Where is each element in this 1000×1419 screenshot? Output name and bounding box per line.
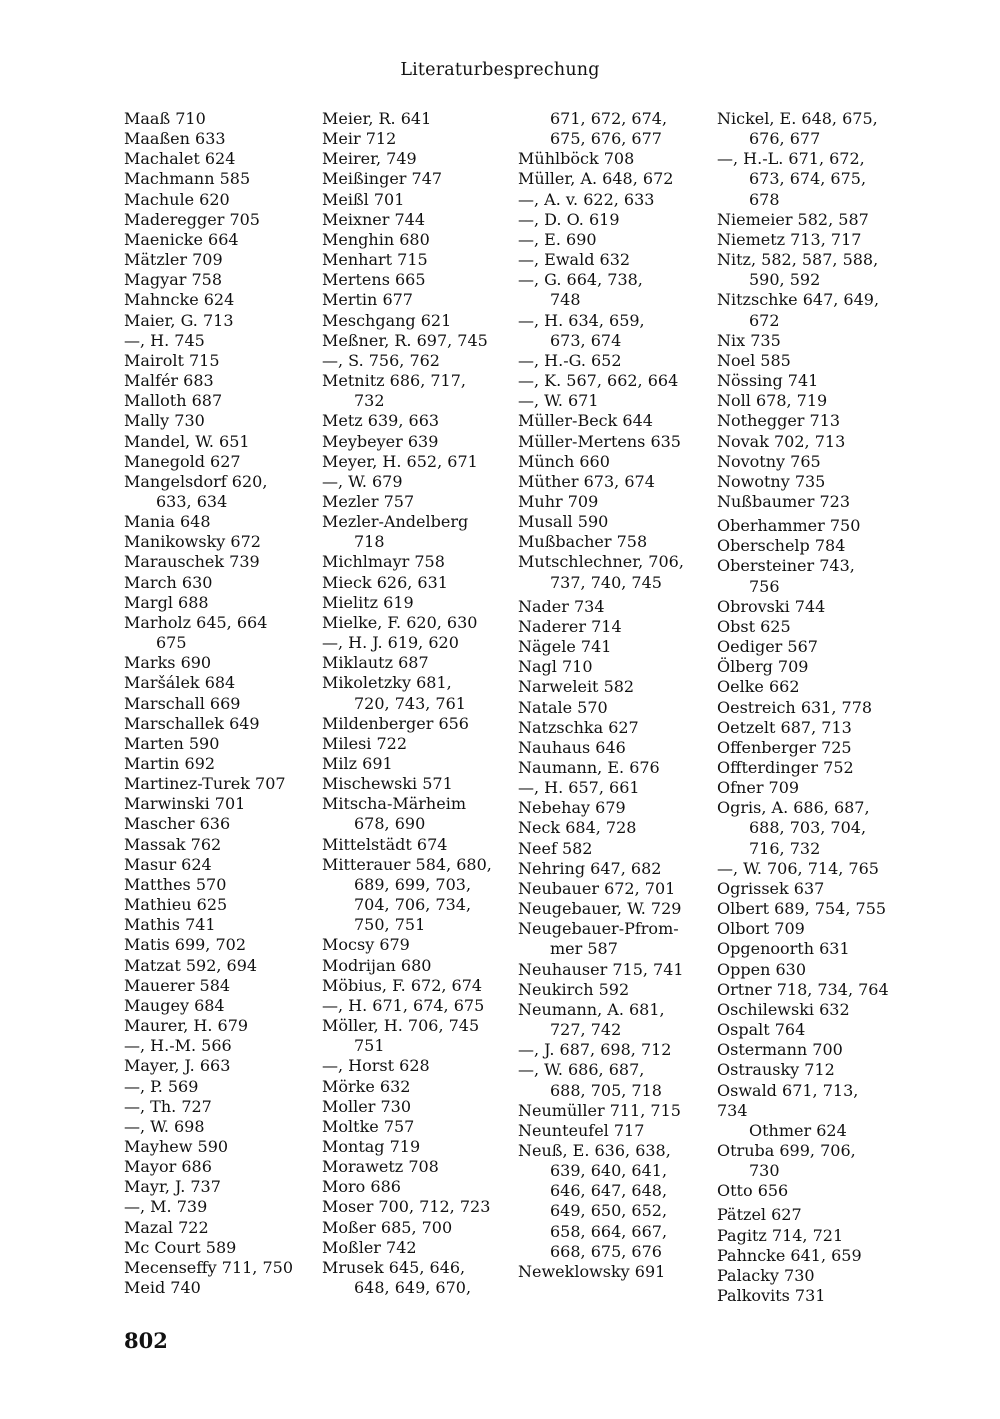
index-entry: 678, 690 [354,814,426,834]
index-entry: Meybeyer 639 [322,431,439,451]
index-entry: —, D. O. 619 [518,209,620,229]
index-entry: 718 [354,532,385,552]
index-entry: Neuhauser 715, 741 [518,959,684,979]
index-entry: Neunteufel 717 [518,1120,645,1140]
index-entry: Offterdinger 752 [717,758,854,777]
index-entry: Palacky 730 [717,1265,815,1285]
index-entry: —, S. 756, 762 [322,350,440,370]
index-entry: 633, 634 [156,491,228,511]
index-entry: Mezler 757 [322,491,415,511]
index-entry: Mätzler 709 [124,250,223,270]
index-entry: Mahncke 624 [124,290,235,310]
index-entry: Metnitz 686, 717, [322,371,466,391]
index-entry: 676, 677 [749,129,821,149]
page-number: 802 [124,1328,168,1353]
index-entry: Möller, H. 706, 745 [322,1016,480,1036]
index-entry: —, H. J. 619, 620 [322,633,459,653]
index-entry: Menghin 680 [322,229,430,249]
index-entry: Neugebauer, W. 729 [518,899,682,919]
index-entry: Oschilewski 632 [717,999,850,1019]
index-entry: 727, 742 [550,1020,622,1040]
index-entry: Nader 734 [518,596,605,616]
index-entry: Moro 686 [322,1177,401,1197]
index-entry: —, H.-G. 652 [518,350,622,370]
index-entry: —, H. 671, 674, 675 [322,995,485,1015]
index-entry: Machule 620 [124,189,230,209]
index-entry: Mocsy 679 [322,935,410,955]
index-entry: Ogrissek 637 [717,878,825,898]
index-column-3 [518,109,684,1282]
index-entry: Nothegger 713 [717,411,841,431]
index-entry: Maršálek 684 [124,673,236,693]
index-entry: Meyer, H. 652, 671 [322,451,478,471]
index-entry: Münch 660 [518,451,610,471]
index-entry: Othmer 624 [749,1120,847,1140]
index-entry: Ostermann 700 [717,1040,843,1060]
index-entry: 732 [354,391,385,411]
index-entry: —, J. 687, 698, 712 [518,1040,672,1060]
index-entry: Mairolt 715 [124,350,220,370]
index-entry: Olbort 709 [717,919,805,939]
index-entry: Marten 590 [124,733,220,753]
index-entry: 704, 706, 734, [354,895,472,915]
index-entry: 675, 676, 677 [550,129,662,149]
index-entry: Machalet 624 [124,149,236,169]
index-entry: Opgenoorth 631 [717,939,850,959]
index-entry: Maugey 684 [124,995,225,1015]
index-entry: Otto 656 [717,1181,789,1201]
index-entry: Montag 719 [322,1136,421,1156]
index-entry: —, H.-M. 566 [124,1036,232,1056]
index-entry: Marks 690 [124,653,212,673]
index-entry: Marauschek 739 [124,552,260,572]
index-entry: —, H.-L. 671, 672, [717,149,865,169]
index-entry: Maderegger 705 [124,209,260,229]
index-entry: Meschgang 621 [322,310,452,330]
index-entry: Meßner, R. 697, 745 [322,330,488,350]
index-entry: —, H. 634, 659, [518,310,645,330]
index-entry: Margl 688 [124,592,209,612]
index-entry: Mazal 722 [124,1217,209,1237]
index-entry: Obersteiner 743, [717,556,855,576]
index-entry: Marschall 669 [124,693,241,713]
index-entry: Oswald 671, 713, [717,1080,859,1100]
index-entry: Morawetz 708 [322,1157,439,1177]
index-entry: Mathis 741 [124,915,216,935]
index-entry: 668, 675, 676 [550,1241,662,1261]
index-entry: Naumann, E. 676 [518,758,660,777]
index-entry: Mathieu 625 [124,895,228,915]
index-entry: Mayer, J. 663 [124,1056,231,1076]
index-entry: Marwinski 701 [124,794,246,814]
index-entry: Nebehay 679 [518,798,626,818]
index-entry: Martinez-Turek 707 [124,774,286,794]
index-entry: Neweklowsky 691 [518,1261,666,1281]
index-entry: Mutschlechner, 706, [518,552,684,572]
index-entry: Nix 735 [717,330,781,350]
index-entry: Mascher 636 [124,814,231,834]
index-entry: —, H. 657, 661 [518,778,640,798]
index-entry: 688, 703, 704, [749,818,867,838]
index-entry: Menhart 715 [322,250,428,270]
index-entry: Ogris, A. 686, 687, [717,798,870,818]
index-entry: —, K. 567, 662, 664 [518,371,679,391]
index-entry: Marholz 645, 664 [124,612,268,632]
index-entry: Milesi 722 [322,733,408,753]
index-entry: Neumann, A. 681, [518,999,665,1019]
index-entry: 720, 743, 761 [354,693,466,713]
index-entry: Nagl 710 [518,657,593,677]
index-entry: Meier, R. 641 [322,109,432,128]
index-entry: Modrijan 680 [322,955,432,975]
index-entry: Müller-Beck 644 [518,411,653,431]
index-entry: 730 [749,1161,780,1181]
index-entry: —, H. 745 [124,330,205,350]
index-entry: Miklautz 687 [322,653,429,673]
index-entry: Mertin 677 [322,290,413,310]
index-entry: Otruba 699, 706, [717,1140,856,1160]
index-entry: Ortner 718, 734, 764 [717,979,889,999]
index-entry: Naderer 714 [518,616,622,636]
index-entry: Nehring 647, 682 [518,858,662,878]
index-entry: —, Ewald 632 [518,250,631,270]
index-entry: Meid 740 [124,1278,201,1298]
index-entry: Nickel, E. 648, 675, [717,109,878,128]
index-entry: Mittelstädt 674 [322,834,448,854]
index-entry: Neugebauer-Pfrom- [518,919,679,939]
index-entry: Moßer 685, 700 [322,1217,453,1237]
index-entry: Mußbacher 758 [518,532,648,552]
index-entry: Neukirch 592 [518,979,630,999]
index-entry: Moller 730 [322,1096,411,1116]
index-entry: Mischewski 571 [322,774,453,794]
index-entry: Möbius, F. 672, 674 [322,975,483,995]
index-entry: Nitzschke 647, 649, [717,290,880,310]
index-entry: Mielitz 619 [322,592,414,612]
index-entry: —, W. 686, 687, [518,1060,645,1080]
index-entry: Mayor 686 [124,1157,212,1177]
index-entry: Meißl 701 [322,189,405,209]
index-entry: Olbert 689, 754, 755 [717,899,887,919]
index-entry: Maenicke 664 [124,229,239,249]
index-entry: —, W. 698 [124,1116,205,1136]
index-entry: Manikowsky 672 [124,532,261,552]
index-entry: Musall 590 [518,512,609,532]
index-entry: Narweleit 582 [518,677,635,697]
index-column-4 [717,109,889,1306]
index-entry: 646, 647, 648, [550,1181,668,1201]
index-entry: Massak 762 [124,834,222,854]
index-entry: Novotny 765 [717,451,821,471]
index-entry: 716, 732 [749,838,821,858]
index-entry: —, W. 671 [518,391,599,411]
index-entry: Mitscha-Märheim [322,794,466,814]
index-entry: Maier, G. 713 [124,310,234,330]
index-entry: —, W. 679 [322,471,403,491]
index-entry: Neubauer 672, 701 [518,878,676,898]
index-entry: 673, 674 [550,330,622,350]
index-entry: Neumüller 711, 715 [518,1100,681,1120]
index-entry: —, E. 690 [518,229,597,249]
index-entry: Niemetz 713, 717 [717,229,862,249]
index-entry: Obrovski 744 [717,596,826,616]
index-entry: Machmann 585 [124,169,251,189]
index-entry: Mezler-Andelberg [322,512,469,532]
index-entry: 678 [749,189,780,209]
index-entry: Michlmayr 758 [322,552,445,572]
index-entry: Ofner 709 [717,778,800,798]
index-entry: Nauhaus 646 [518,737,626,757]
index-entry: Ostrausky 712 [717,1060,835,1080]
index-entry: Oediger 567 [717,637,818,657]
index-entry: Mühlböck 708 [518,149,635,169]
index-entry: Mitterauer 584, 680, [322,854,492,874]
index-column-2 [322,109,492,1298]
index-entry: Oberhammer 750 [717,516,861,536]
index-entry: Matis 699, 702 [124,935,247,955]
index-entry: Novak 702, 713 [717,431,846,451]
index-entry: Mally 730 [124,411,205,431]
index-entry: Pagitz 714, 721 [717,1225,844,1245]
index-entry: Offenberger 725 [717,737,852,757]
index-entry: 688, 705, 718 [550,1080,662,1100]
index-entry: Mandel, W. 651 [124,431,250,451]
index-entry: Mc Court 589 [124,1237,237,1257]
index-entry: Müller, A. 648, 672 [518,169,674,189]
index-entry: Matzat 592, 694 [124,955,258,975]
index-entry: Muhr 709 [518,491,599,511]
index-entry: 748 [550,290,581,310]
index-entry: Pahncke 641, 659 [717,1245,862,1265]
index-entry: Mörke 632 [322,1076,411,1096]
index-entry: mer 587 [550,939,618,959]
index-entry: Noel 585 [717,350,791,370]
index-entry: Müther 673, 674 [518,471,655,491]
index-entry: Pätzel 627 [717,1205,802,1225]
index-entry: —, G. 664, 738, [518,270,643,290]
index-entry: Oberschelp 784 [717,536,846,556]
index-entry: Nowotny 735 [717,471,826,491]
index-entry: Oestreich 631, 778 [717,697,873,717]
index-entry: Oppen 630 [717,959,806,979]
index-entry: 648, 649, 670, [354,1278,472,1298]
index-entry: 751 [354,1036,385,1056]
index-entry: Manegold 627 [124,451,241,471]
index-entry: Mrusek 645, 646, [322,1257,466,1277]
index-entry: Mangelsdorf 620, [124,471,268,491]
index-entry: —, W. 706, 714, 765 [717,858,879,878]
index-entry: Nägele 741 [518,637,612,657]
index-entry: Ölberg 709 [717,657,809,677]
index-entry: —, M. 739 [124,1197,208,1217]
index-entry: Masur 624 [124,854,212,874]
index-entry: Matthes 570 [124,874,227,894]
index-entry: —, P. 569 [124,1076,199,1096]
index-entry: Palkovits 731 [717,1286,826,1306]
index-entry: Nußbaumer 723 [717,491,850,511]
index-entry: 734 [717,1100,748,1120]
index-entry: Martin 692 [124,754,216,773]
index-entry: 672 [749,310,780,330]
index-entry: Malfér 683 [124,371,214,391]
index-entry: Mayhew 590 [124,1136,229,1156]
index-entry: Obst 625 [717,616,791,636]
index-entry: Oelke 662 [717,677,800,697]
index-entry: Malloth 687 [124,391,223,411]
index-entry: Ospalt 764 [717,1020,806,1040]
index-entry: Meißinger 747 [322,169,443,189]
index-entry: 639, 640, 641, [550,1161,668,1181]
index-entry: Moltke 757 [322,1116,415,1136]
index-entry: Mertens 665 [322,270,426,290]
index-entry: 675 [156,633,187,653]
index-entry: Neck 684, 728 [518,818,637,838]
index-entry: Mecenseffy 711, 750 [124,1257,294,1277]
index-entry: Niemeier 582, 587 [717,209,869,229]
index-entry: Mielke, F. 620, 630 [322,612,478,632]
index-entry: 671, 672, 674, [550,109,668,128]
index-entry: Marschallek 649 [124,713,260,733]
index-entry: Noll 678, 719 [717,391,828,411]
index-entry: Mikoletzky 681, [322,673,452,693]
index-entry: Maurer, H. 679 [124,1016,249,1036]
index-entry: Oetzelt 687, 713 [717,717,852,737]
index-entry: Milz 691 [322,754,393,773]
index-entry: Meixner 744 [322,209,426,229]
index-entry: 590, 592 [749,270,821,290]
index-entry: Nitz, 582, 587, 588, [717,250,879,270]
index-entry: Mildenberger 656 [322,713,469,733]
index-entry: Nössing 741 [717,371,819,391]
index-entry: —, Horst 628 [322,1056,430,1076]
index-entry: Mayr, J. 737 [124,1177,221,1197]
index-entry: Moßler 742 [322,1237,417,1257]
index-entry: Metz 639, 663 [322,411,440,431]
index-entry: Magyar 758 [124,270,223,290]
index-entry: —, A. v. 622, 633 [518,189,655,209]
index-entry: Mauerer 584 [124,975,231,995]
index-entry: Mieck 626, 631 [322,572,448,592]
index-entry: 689, 699, 703, [354,874,472,894]
index-entry: 673, 674, 675, [749,169,867,189]
index-entry: Meirer, 749 [322,149,417,169]
running-head: Literaturbesprechung [400,60,600,80]
index-entry: 658, 664, 667, [550,1221,668,1241]
index-entry: Neuß, E. 636, 638, [518,1140,671,1160]
index-entry: Maaß 710 [124,109,206,128]
index-entry: Natale 570 [518,697,608,717]
index-entry: March 630 [124,572,213,592]
index-entry: 649, 650, 652, [550,1201,668,1221]
index-entry: 750, 751 [354,915,426,935]
index-entry: Neef 582 [518,838,593,858]
index-entry: —, Th. 727 [124,1096,212,1116]
index-entry: 737, 740, 745 [550,572,662,592]
index-entry: Maaßen 633 [124,129,226,149]
index-entry: Moser 700, 712, 723 [322,1197,491,1217]
index-entry: Mania 648 [124,512,211,532]
index-entry: Meir 712 [322,129,397,149]
index-entry: Müller-Mertens 635 [518,431,681,451]
index-entry: Natzschka 627 [518,717,639,737]
index-column-1 [124,109,293,1298]
index-entry: 756 [749,576,780,596]
